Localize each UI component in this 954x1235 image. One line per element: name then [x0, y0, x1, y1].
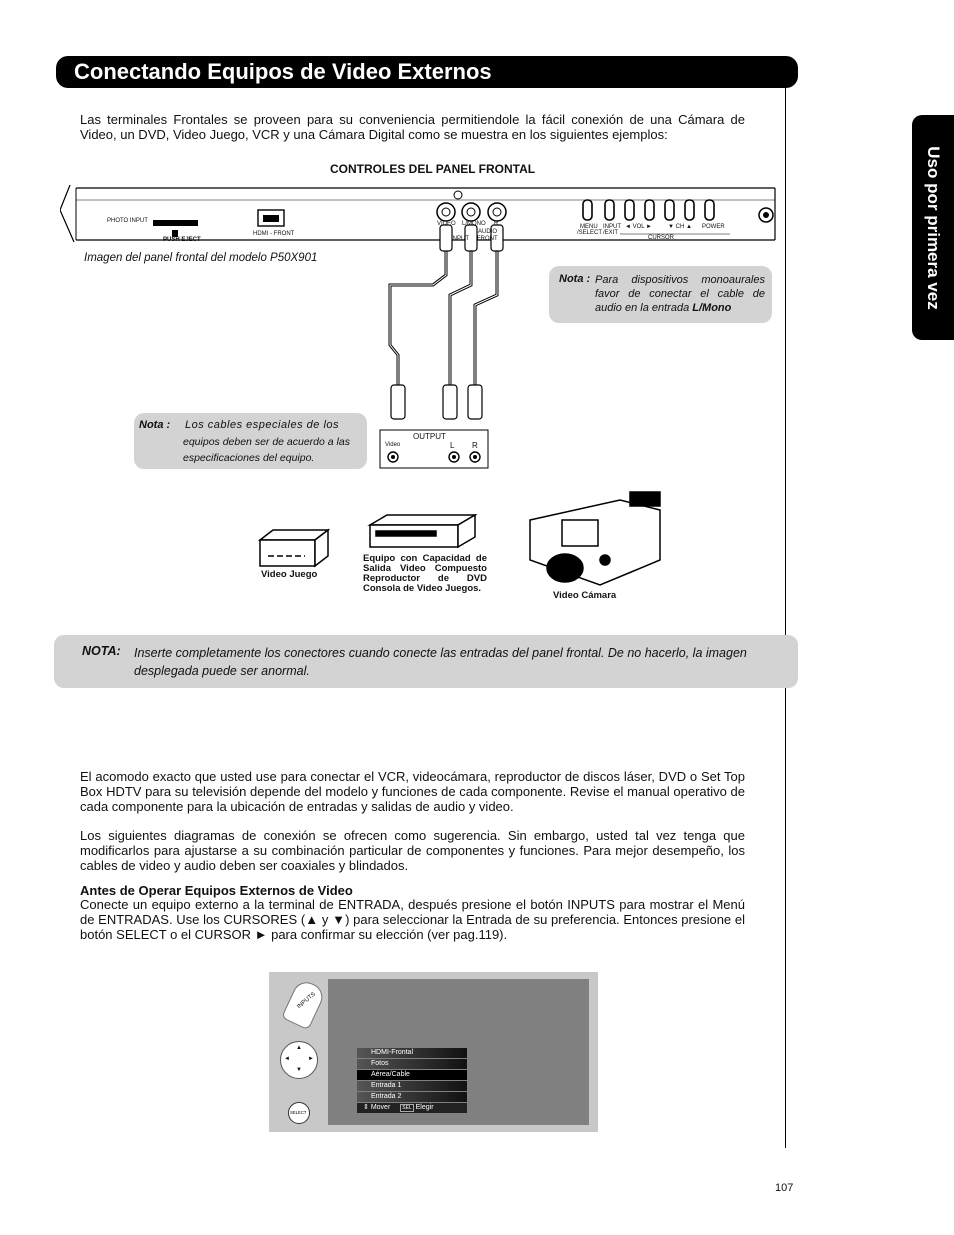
section-tab-label: Uso por primera vez: [924, 145, 943, 310]
menu-item-aerea-cable[interactable]: Aérea/Cable: [357, 1070, 467, 1080]
cables-note-text2: equipos deben ser de acuerdo a las especificaciones del equipo.: [183, 436, 350, 464]
body-paragraph-3: Conecte un equipo externo a la terminal de ENTRADA, después presione el botón INPUTS para mostrar el Menú de ENTRADAS. Use los CURSORES (▲ y ▼) para seleccionar la Entrada de su preferencia. Entonces presione el botón SELECT o el CURSOR ► para confirmar su elección (ver pag.119).: [80, 897, 745, 942]
select-key: [288, 1102, 310, 1124]
nota-box: [54, 635, 798, 688]
menu-footer: [357, 1103, 467, 1113]
page-number: 107: [775, 1182, 794, 1194]
inputs-key: [281, 978, 327, 1031]
video-jack-label: VIDEO: [437, 221, 456, 227]
body-paragraph-1: El acomodo exacto que usted use para conectar el VCR, videocámara, reproductor de discos láser, DVD o Set Top Box HDTV para su televisión depende del modelo y funciones de cada componente. Revise el manual operativo de cada componente para la ubicación de entradas y salidas de audio y video.: [80, 769, 745, 814]
menu-footer-choose: Elegir: [415, 1104, 434, 1111]
panel-caption: Imagen del panel frontal del modelo P50X901: [84, 252, 318, 264]
input-label: INPUT: [451, 236, 469, 242]
video-game-illustration: [260, 530, 328, 566]
select-key-label: SELECT: [290, 1110, 307, 1115]
cursor-pad-icon: ▲ ▼ ◄ ►: [280, 1041, 318, 1079]
vol-label: ◄ VOL ►: [625, 224, 652, 230]
output-title: OUTPUT: [413, 432, 446, 441]
mono-note-body: Para dispositivos monoaurales favor de conectar el cable de audio en la entrada: [595, 274, 765, 314]
photo-input-label: PHOTO INPUT: [107, 218, 148, 224]
mono-note: [549, 266, 772, 323]
inputs-key-label: INPUTS: [296, 991, 317, 1011]
menu-footer-move: Mover: [370, 1104, 391, 1111]
menu-item-entrada-2[interactable]: Entrada 2: [357, 1092, 467, 1102]
push-eject-label: PUSH EJECT: [163, 237, 201, 243]
section-tab: [912, 115, 954, 340]
nota-text: Inserte completamente los conectores cuando conecte las entradas del panel frontal. De no hacerlo, la imagen desplegada puede ser anormal.: [134, 646, 747, 678]
menu-item-fotos[interactable]: Fotos: [357, 1059, 467, 1069]
menu-item-hdmi-frontal[interactable]: HDMI-Frontal: [357, 1048, 467, 1058]
cables-note-text1: Los cables especiales de los: [185, 419, 340, 431]
ch-label: ▼ CH ▲: [668, 224, 692, 230]
mono-note-text: [595, 273, 765, 315]
intro-paragraph: Las terminales Frontales se proveen para su conveniencia permitiendole la fácil conexión de una Cámara de Video, un DVD, Video Juego, VCR y una Cámara Digital como se muestra en los siguientes ejemplos:: [80, 112, 745, 142]
page-title: Conectando Equipos de Video Externos: [56, 56, 798, 88]
mono-note-emphasis: L/Mono: [692, 302, 732, 314]
camcorder-label: Video Cámara: [553, 590, 617, 601]
r-jack-label: R: [494, 221, 499, 227]
cursor-label: CURSOR: [648, 235, 675, 241]
diagram-heading: CONTROLES DEL PANEL FRONTAL: [330, 162, 536, 176]
select-label: /SELECT: [577, 230, 603, 236]
cables-note-label: Nota :: [139, 419, 171, 431]
inputs-menu-illustration: [269, 972, 598, 1132]
output-video-label: Video: [385, 442, 401, 448]
inputs-menu: [357, 1048, 467, 1114]
cables-note: [134, 413, 367, 469]
front-label: FRONT: [477, 236, 498, 242]
power-label: POWER: [702, 224, 725, 230]
margin-rule: [785, 88, 786, 1148]
video-game-label: Video Juego: [261, 569, 318, 580]
hdmi-front-label: HDMI - FRONT: [253, 231, 295, 237]
nota-label: NOTA:: [82, 644, 121, 658]
dvd-player-illustration: [370, 515, 475, 547]
exit-label: /EXIT: [603, 230, 619, 236]
lmono-jack-label: L/MONO: [462, 221, 486, 227]
menu-item-entrada-1[interactable]: Entrada 1: [357, 1081, 467, 1091]
equipment-label: Equipo con Capacidad de Salida Video Compuesto Reproductor de DVD Consola de Video Juegos.: [363, 553, 487, 594]
body-paragraph-2: Los siguientes diagramas de conexión se ofrecen como sugerencia. Sin embargo, usted tal vez tenga que modificarlos para ajustarse a su combinación particular de componentes y funciones. Para mejor desempeño, los cables de video y audio deben ser coaxiales y blindados.: [80, 828, 745, 873]
output-r-label: R: [472, 441, 478, 450]
front-panel: [60, 185, 775, 242]
section-heading: Antes de Operar Equipos Externos de Video: [80, 883, 353, 898]
menu-label: MENU: [580, 224, 598, 230]
audio-label: AUDIO: [478, 229, 498, 235]
camcorder-illustration: [530, 492, 660, 585]
output-l-label: L: [450, 441, 455, 450]
sel-badge: SEL: [402, 1105, 412, 1111]
updown-icon: ⇕: [363, 1104, 369, 1111]
mono-note-label: Nota :: [559, 273, 591, 285]
input-btn-label: INPUT: [603, 224, 621, 230]
